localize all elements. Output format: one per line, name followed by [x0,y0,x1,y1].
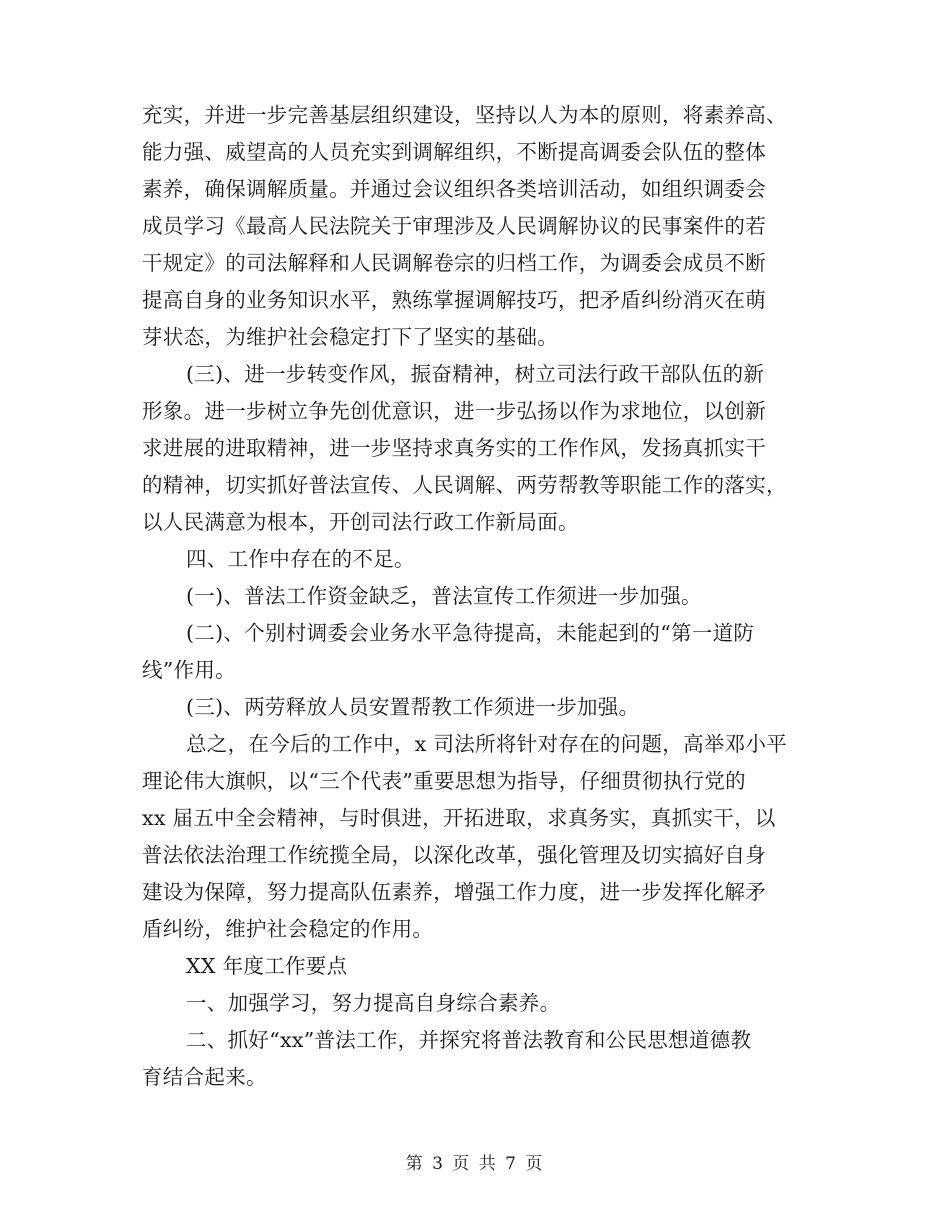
text-line: 形象。进一步树立争先创优意识，进一步弘扬以作为求地位，以创新 [142,399,766,423]
text-line: (一)、普法工作资金缺乏，普法宣传工作须进一步加强。 [186,584,702,608]
text-line: (三)、两劳释放人员安置帮教工作须进一步加强。 [186,695,640,719]
text-line: (三)、进一步转变作风，振奋精神，树立司法行政干部队伍的新 [186,362,765,386]
text-line: 求进展的进取精神，进一步坚持求真务实的工作作风，发扬真抓实干 [142,436,766,460]
text-line: XX 年度工作要点 [186,954,348,978]
text-line: 总之，在今后的工作中，x 司法所将针对存在的问题，高举邓小平 [186,732,788,756]
text-line: 育结合起来。 [142,1065,267,1089]
document-body [142,97,814,1096]
text-line: 四、工作中存在的不足。 [186,547,415,571]
text-line: 充实，并进一步完善基层组织建设，坚持以人为本的原则，将素养高、 [142,103,787,127]
page-footer: 第 3 页 共 7 页 [405,1154,545,1174]
text-line: 成员学习《最高人民法院关于审理涉及人民调解协议的民事案件的若 [142,214,766,238]
text-line: (二)、个别村调委会业务水平急待提高，未能起到的“第一道防 [186,621,755,645]
text-line: 建设为保障，努力提高队伍素养，增强工作力度，进一步发挥化解矛 [142,880,766,904]
text-line: 以人民满意为根本，开创司法行政工作新局面。 [142,510,579,534]
text-line: xx 届五中全会精神，与时俱进，开拓进取，求真务实，真抓实干，以 [142,806,776,830]
text-line: 芽状态，为维护社会稳定打下了坚实的基础。 [142,325,558,349]
text-line: 素养，确保调解质量。并通过会议组织各类培训活动，如组织调委会 [142,177,766,201]
text-line: 提高自身的业务知识水平，熟练掌握调解技巧，把矛盾纠纷消灭在萌 [142,288,766,312]
text-line: 一、加强学习，努力提高自身综合素养。 [186,991,561,1015]
text-line: 的精神，切实抓好普法宣传、人民调解、两劳帮教等职能工作的落实， [142,473,787,497]
text-line: 线”作用。 [142,658,236,682]
text-line: 二、抓好“xx”普法工作，并探究将普法教育和公民思想道德教 [186,1028,752,1052]
text-line: 理论伟大旗帜，以“三个代表”重要思想为指导，仔细贯彻执行党的 [142,769,746,793]
text-line: 干规定》的司法解释和人民调解卷宗的归档工作，为调委会成员不断 [142,251,766,275]
text-line: 盾纠纷，维护社会稳定的作用。 [142,917,434,941]
text-line: 能力强、威望高的人员充实到调解组织，不断提高调委会队伍的整体 [142,140,766,164]
text-line: 普法依法治理工作统揽全局，以深化改革，强化管理及切实搞好自身 [142,843,766,867]
